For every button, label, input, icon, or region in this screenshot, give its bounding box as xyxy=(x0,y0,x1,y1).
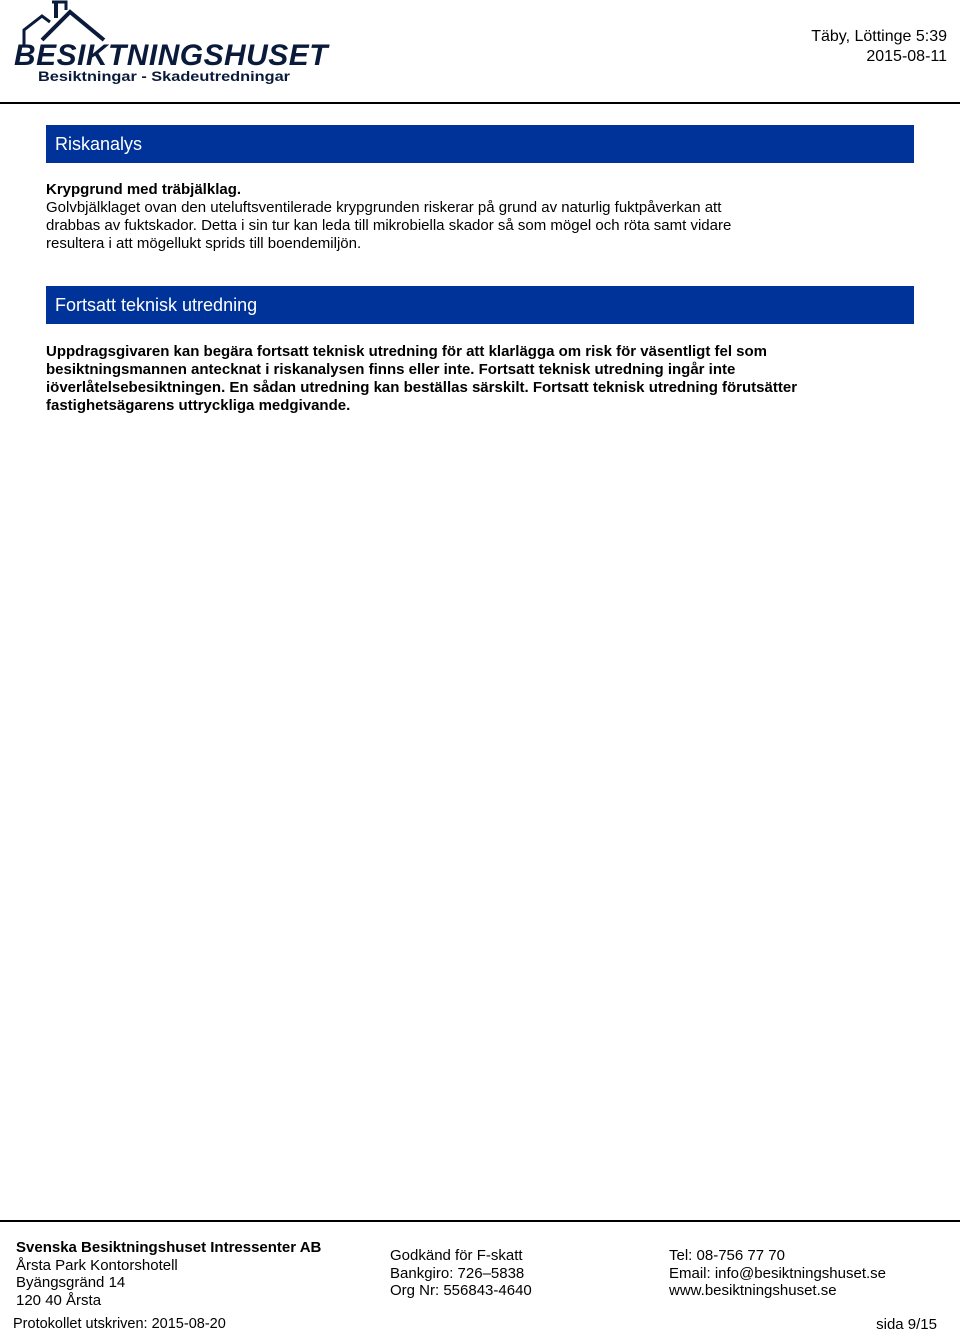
riskanalys-line: resultera i att mögellukt sprids till boendemiljön. xyxy=(46,235,362,252)
footer-phone: Tel: 08-756 77 70 xyxy=(669,1247,785,1264)
logo-tagline: Besiktningar - Skadeutredningar xyxy=(38,68,291,84)
riskanalys-line: drabbas av fuktskador. Detta i sin tur kan leda till mikrobiella skador så som mögel och röta samt vidare xyxy=(46,217,732,234)
header-meta xyxy=(811,28,947,66)
fortsatt-utredning-text xyxy=(46,343,906,415)
header-location: Täby, Löttinge 5:39 xyxy=(811,28,947,45)
page-header xyxy=(0,0,960,104)
fortsatt-line: fastighetsägarens uttryckliga medgivande. xyxy=(46,397,351,414)
section-header-fortsatt-utredning: Fortsatt teknisk utredning xyxy=(46,286,914,324)
footer-address-line: 120 40 Årsta xyxy=(16,1291,102,1309)
fortsatt-line: besiktningsmannen antecknat i riskanalysen finns eller inte. Fortsatt teknisk utredning ingår inte xyxy=(46,361,736,378)
page-number: sida 9/15 xyxy=(876,1316,937,1333)
riskanalys-line: Golvbjälklaget ovan den uteluftsventilerade krypgrunden riskerar på grund av naturlig fuktpåverkan att xyxy=(46,199,722,216)
besiktningshuset-logo xyxy=(10,0,330,86)
footer-company-name: Svenska Besiktningshuset Intressenter AB xyxy=(16,1239,322,1256)
footer-contact-block xyxy=(669,1247,886,1300)
fortsatt-line: iöverlåtelsebesiktningen. En sådan utredning kan beställas särskilt. Fortsatt teknisk utredning förutsätter xyxy=(46,379,798,396)
header-divider xyxy=(0,102,960,104)
footer-address-line: Byängsgränd 14 xyxy=(16,1274,126,1291)
footer-divider xyxy=(0,1220,960,1222)
fortsatt-line: Uppdragsgivaren kan begära fortsatt teknisk utredning för att klarlägga om risk för väsentligt fel som xyxy=(46,343,768,360)
footer-finance-line: Org Nr: 556843-4640 xyxy=(390,1282,532,1299)
printed-date: Protokollet utskriven: 2015-08-20 xyxy=(13,1316,226,1332)
section-header-riskanalys: Riskanalys xyxy=(46,125,914,163)
riskanalys-text xyxy=(46,181,866,253)
logo-wordmark: BESIKTNINGSHUSET xyxy=(14,39,330,72)
footer-company-block xyxy=(16,1239,321,1309)
footer-finance-line: Bankgiro: 726–5838 xyxy=(390,1264,525,1282)
footer-email: Email: info@besiktningshuset.se xyxy=(669,1264,887,1282)
footer-finance-line: Godkänd för F-skatt xyxy=(390,1247,523,1264)
footer-finance-block xyxy=(390,1247,532,1300)
footer-website: www.besiktningshuset.se xyxy=(669,1282,837,1299)
footer-address-line: Årsta Park Kontorshotell xyxy=(16,1256,178,1274)
header-date: 2015-08-11 xyxy=(866,48,947,65)
riskanalys-subtitle: Krypgrund med träbjälklag. xyxy=(46,181,242,198)
